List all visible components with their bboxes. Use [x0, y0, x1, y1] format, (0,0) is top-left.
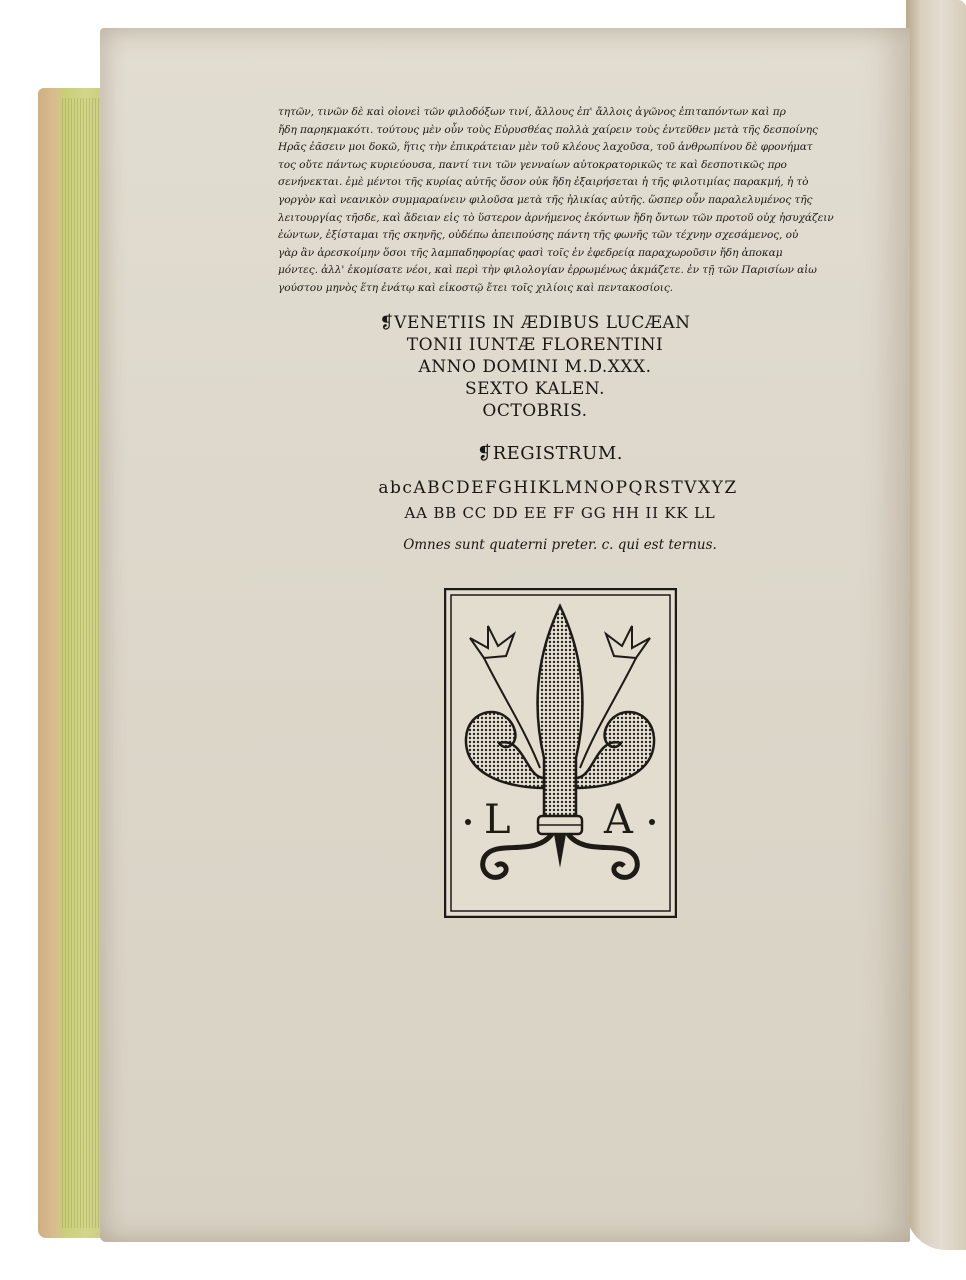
greek-line: ἐώντων, ἐξίσταμαι τῆς σκηνῆς, οὐδέπω ἀπειπούσης πάντη τῆς φωνῆς τῶν τέχνην σχεσάμενος, οὐ: [278, 229, 799, 242]
device-initial-left: L: [484, 797, 511, 843]
colophon-line: SEXTO KALEN.: [464, 379, 606, 399]
greek-line: σενήνεκται. ἐμὲ μέντοι τῆς κυρίας αὐτῆς ὅσον οὐκ ἤδη ἐξαιρήσεται ἡ τῆς φιλοτιμίας παρακμή, ἡ τὸ: [278, 176, 809, 189]
greek-line: Ηρᾶς ἐᾶσειν μοι δοκῶ, ἥτις τὴν ἐπικράτειαν μὲν τοῦ κλέους λαχοῦσα, τοῦ ἀνθρωπίνου δὲ φρονήματ: [278, 141, 813, 154]
greek-line: ἤδη παρηκμακότι. τούτους μὲν οὖν τοὺς Εὐρυσθέας πολλὰ χαίρειν τοὺς ἐντεῦθεν μετὰ τῆς δεσποίνης: [278, 123, 818, 136]
greek-text-block: [278, 104, 858, 298]
greek-line: τος οὔτε πάντως κυριεύουσα, παντί τινι τῶν γενναίων αὐτοκρατορικῶς τε καὶ δεσποτικῶς προ: [278, 158, 787, 171]
greek-line: γούστου μηνὸς ἕτη ἐνάτῳ καὶ εἰκοστῷ ἔτει τοῖς χιλίοις καὶ πεντακοσίοις.: [278, 281, 673, 294]
colophon-line: ANNO DOMINI M.D.XXX.: [418, 357, 652, 377]
greek-line: γοργὸν καὶ νεανικὸν συμμαραίνειν φιλοῦσα μετὰ τῆς ἡλικίας αὐτῆς. ὥσπερ οὖν παραλελυμένος τῆς: [278, 193, 813, 206]
registrum-signatures-double: AA BB CC DD EE FF GG HH II KK LL: [404, 504, 716, 522]
greek-line: γὰρ ἂν ἀρεσκοίμην ὅσοι τῆς λαμπαδηφορίας φασὶ τοῖς ἐν ἐφεδρείᾳ παραχωροῦσιν ἤδη ἀποκαμ: [278, 246, 783, 259]
fleur-de-lis-icon: [444, 588, 677, 918]
device-initial-right: A: [604, 797, 633, 843]
facing-page-edge: [906, 0, 966, 1250]
colophon-line: ❡VENETIIS IN ÆDIBUS LUCÆAN: [379, 313, 691, 333]
colophon-line: TONII IUNTÆ FLORENTINI: [406, 335, 664, 355]
greek-line: λειτουργίας τῆσδε, καὶ ἄδειαν εἰς τὸ ὕστερον ἀρνήμενος ἑκόντων ἤδη ὄντων τῶν προτοῦ οὐχ ἡσυχάζειν: [278, 211, 834, 224]
greek-line: μόντες. ἀλλ' ἐκομίσατε νέοι, καὶ περὶ τὴν φιλολογίαν ἐρρωμένως ἀκμάζετε. ἐν τῇ τῶν Παρισίων αἰω: [278, 264, 817, 277]
registrum-title: ❡REGISTRUM.: [477, 443, 623, 464]
registrum-signatures-lower: abcABCDEFGHIKLMNOPQRSTVXYZ: [378, 478, 738, 498]
colophon-line: OCTOBRIS.: [482, 401, 588, 421]
greek-line: τητῶν, τινῶν δὲ καὶ οἰονεὶ τῶν φιλοδόξων τινί, ἄλλους ἐπ' ἄλλοις ἀγῶνος ἐπιταπόντων καὶ πρ: [278, 106, 786, 118]
colophon: [330, 312, 740, 422]
printers-device: [444, 588, 677, 918]
registrum-note: Omnes sunt quaterni preter. c. qui est ternus.: [403, 537, 717, 553]
